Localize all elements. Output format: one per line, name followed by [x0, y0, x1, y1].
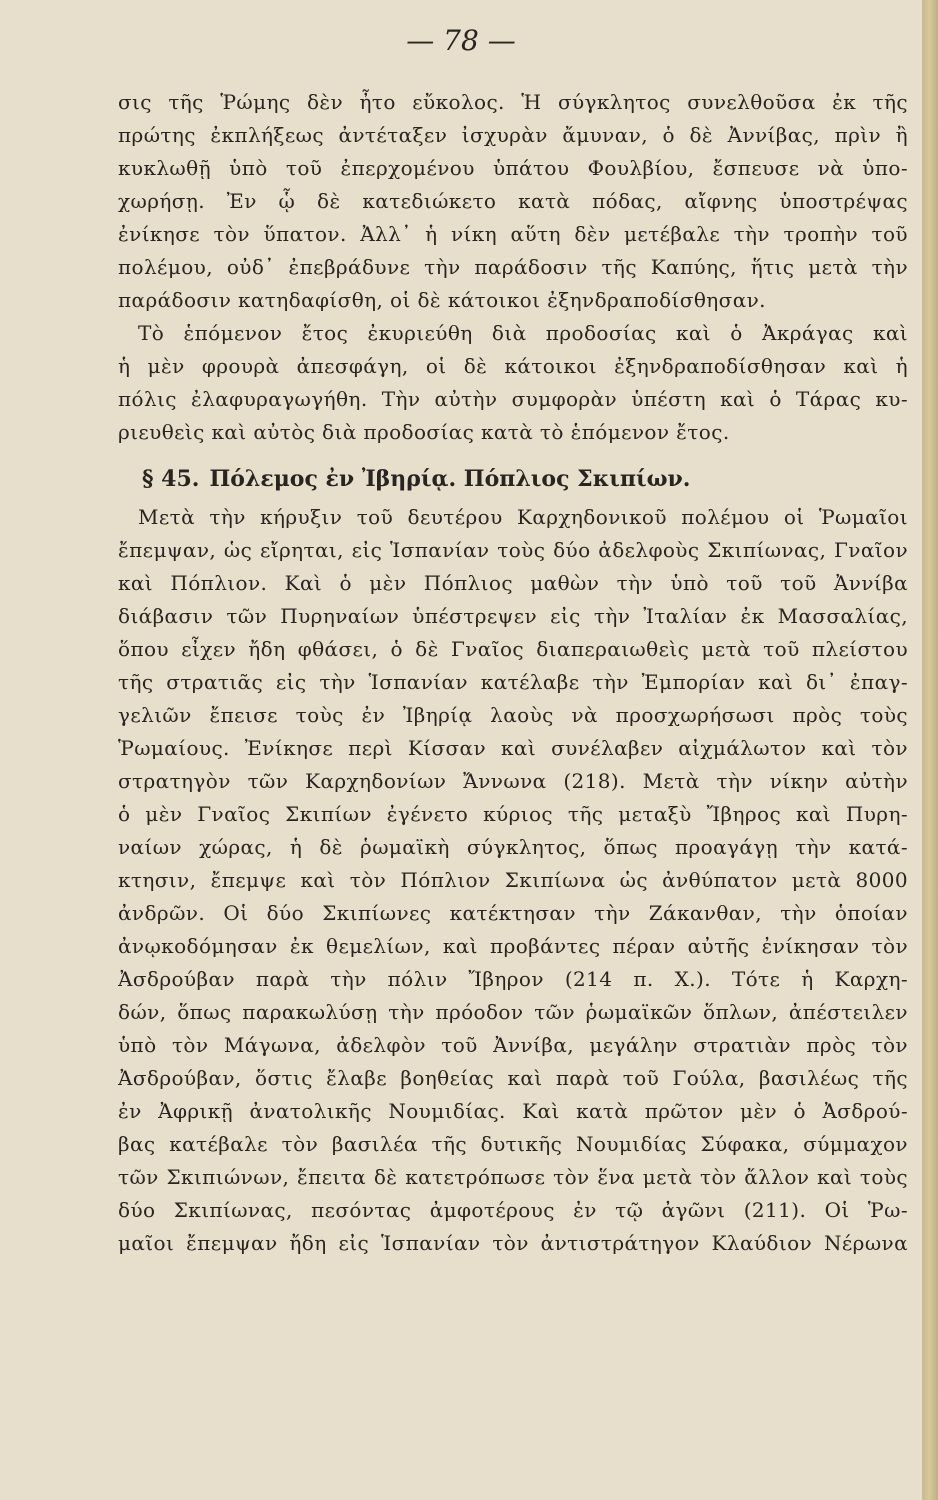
text-line: τῶν Σκιπιώνων, ἔπειτα δὲ κατετρόπωσε τὸν ἕνα μετὰ τὸν ἄλλον καὶ τοὺς	[118, 1165, 908, 1189]
text-line: ὅπου εἶχεν ἤδη φθάσει, ὁ δὲ Γναῖος διαπεραιωθεὶς μετὰ τοῦ πλείστου	[118, 637, 908, 661]
text-line: ναίων χώρας, ἡ δὲ ῥωμαϊκὴ σύγκλητος, ὅπως προαγάγῃ τὴν κατά-	[118, 835, 908, 859]
text-line: κυκλωθῇ ὑπὸ τοῦ ἐπερχομένου ὑπάτου Φουλβίου, ἔσπευσε νὰ ὑπο-	[118, 156, 908, 180]
section-heading	[118, 459, 908, 499]
text-line: ἀνδρῶν. Οἱ δύο Σκιπίωνες κατέκτησαν τὴν Ζάκανθαν, τὴν ὁποίαν	[118, 901, 908, 925]
text-line: τῆς στρατιᾶς εἰς τὴν Ἱσπανίαν κατέλαβε τὴν Ἐμπορίαν καὶ δι᾿ ἐπαγ-	[118, 670, 908, 694]
section-paragraph	[118, 501, 908, 1260]
text-line: γελιῶν ἔπεισε τοὺς ἐν Ἰβηρίᾳ λαοὺς νὰ προσχωρήσωσι πρὸς τοὺς	[118, 703, 908, 727]
text-line: ἐνίκησε τὸν ὕπατον. Ἀλλ᾿ ἡ νίκη αὕτη δὲν μετέβαλε τὴν τροπὴν τοῦ	[118, 222, 908, 246]
text-line: δύο Σκιπίωνας, πεσόντας ἀμφοτέρους ἐν τῷ ἀγῶνι (211). Οἱ Ῥω-	[118, 1198, 908, 1222]
page-content	[118, 86, 908, 1260]
text-line: ἐν Ἀφρικῇ ἀνατολικῆς Νουμιδίας. Καὶ κατὰ πρῶτον μὲν ὁ Ἀσδρού-	[118, 1099, 908, 1123]
text-line: χωρήσῃ. Ἐν ᾧ δὲ κατεδιώκετο κατὰ πόδας, αἴφνης ὑποστρέψας	[118, 189, 908, 213]
text-line: βας κατέβαλε τὸν βασιλέα τῆς δυτικῆς Νουμιδίας Σύφακα, σύμμαχον	[118, 1132, 908, 1156]
text-line: στρατηγὸν τῶν Καρχηδονίων Ἄννωνα (218). Μετὰ τὴν νίκην αὐτὴν	[118, 769, 908, 793]
text-line: ὑπὸ τὸν Μάγωνα, ἀδελφὸν τοῦ Ἀννίβα, μεγάλην στρατιὰν πρὸς τὸν	[118, 1033, 908, 1057]
page-edge	[922, 0, 938, 1500]
section-number: § 45.	[142, 466, 200, 492]
paragraph-2	[118, 317, 908, 449]
text-line: κτησιν, ἔπεμψε καὶ τὸν Πόπλιον Σκιπίωνα ὡς ἀνθύπατον μετὰ 8000	[118, 868, 908, 892]
text-line: πόλις ἐλαφυραγωγήθη. Τὴν αὐτὴν συμφορὰν ὑπέστη καὶ ὁ Τάρας κυ-	[118, 387, 908, 411]
text-line: πρώτης ἐκπλήξεως ἀντέταξεν ἰσχυρὰν ἄμυναν, ὁ δὲ Ἀννίβας, πρὶν ἢ	[118, 123, 908, 147]
text-line: σις τῆς Ῥώμης δὲν ἦτο εὔκολος. Ἡ σύγκλητος συνελθοῦσα ἐκ τῆς	[118, 90, 908, 114]
text-line: παράδοσιν κατηδαφίσθη, οἱ δὲ κάτοικοι ἐξηνδραποδίσθησαν.	[118, 288, 766, 312]
text-line: δών, ὅπως παρακωλύσῃ τὴν πρόοδον τῶν ῥωμαϊκῶν ὅπλων, ἀπέστειλεν	[118, 1000, 908, 1024]
text-line: Μετὰ τὴν κήρυξιν τοῦ δευτέρου Καρχηδονικοῦ πολέμου οἱ Ῥωμαῖοι	[138, 505, 908, 529]
section-title: Πόλεμος ἐν Ἰβηρίᾳ. Πόπλιος Σκιπίων.	[209, 466, 691, 492]
text-line: καὶ Πόπλιον. Καὶ ὁ μὲν Πόπλιος μαθὼν τὴν ὑπὸ τοῦ τοῦ Ἀννίβα	[118, 571, 908, 595]
text-line: μαῖοι ἔπεμψαν ἤδη εἰς Ἱσπανίαν τὸν ἀντιστράτηγον Κλαύδιον Νέρωνα	[118, 1231, 908, 1255]
text-line: διάβασιν τῶν Πυρηναίων ὑπέστρεψεν εἰς τὴν Ἰταλίαν ἐκ Μασσαλίας,	[118, 604, 908, 628]
text-line: Ῥωμαίους. Ἐνίκησε περὶ Κίσσαν καὶ συνέλαβεν αἰχμάλωτον καὶ τὸν	[118, 736, 908, 760]
text-line: ἡ μὲν φρουρὰ ἀπεσφάγη, οἱ δὲ κάτοικοι ἐξηνδραποδίσθησαν καὶ ἡ	[118, 354, 908, 378]
text-line: πολέμου, οὐδ᾿ ἐπεβράδυνε τὴν παράδοσιν τῆς Καπύης, ἥτις μετὰ τὴν	[118, 255, 908, 279]
text-line: Τὸ ἑπόμενον ἔτος ἐκυριεύθη διὰ προδοσίας καὶ ὁ Ἀκράγας καὶ	[138, 321, 908, 345]
text-line: ἔπεμψαν, ὡς εἴρηται, εἰς Ἱσπανίαν τοὺς δύο ἀδελφοὺς Σκιπίωνας, Γναῖον	[118, 538, 908, 562]
text-line: Ἀσδρούβαν παρὰ τὴν πόλιν Ἴβηρον (214 π. Χ.). Τότε ἡ Καρχη-	[118, 967, 908, 991]
text-line: ὁ μὲν Γναῖος Σκιπίων ἐγένετο κύριος τῆς μεταξὺ Ἴβηρος καὶ Πυρη-	[118, 802, 908, 826]
text-line: ριευθεὶς καὶ αὐτὸς διὰ προδοσίας κατὰ τὸ ἑπόμενον ἔτος.	[118, 420, 730, 444]
page-number: — 78 —	[406, 24, 516, 57]
text-line: Ἀσδρούβαν, ὅστις ἔλαβε βοηθείας καὶ παρὰ τοῦ Γούλα, βασιλέως τῆς	[118, 1066, 908, 1090]
paragraph-1	[118, 86, 908, 317]
text-line: ἀνῳκοδόμησαν ἐκ θεμελίων, καὶ προβάντες πέραν αὐτῆς ἐνίκησαν τὸν	[118, 934, 908, 958]
